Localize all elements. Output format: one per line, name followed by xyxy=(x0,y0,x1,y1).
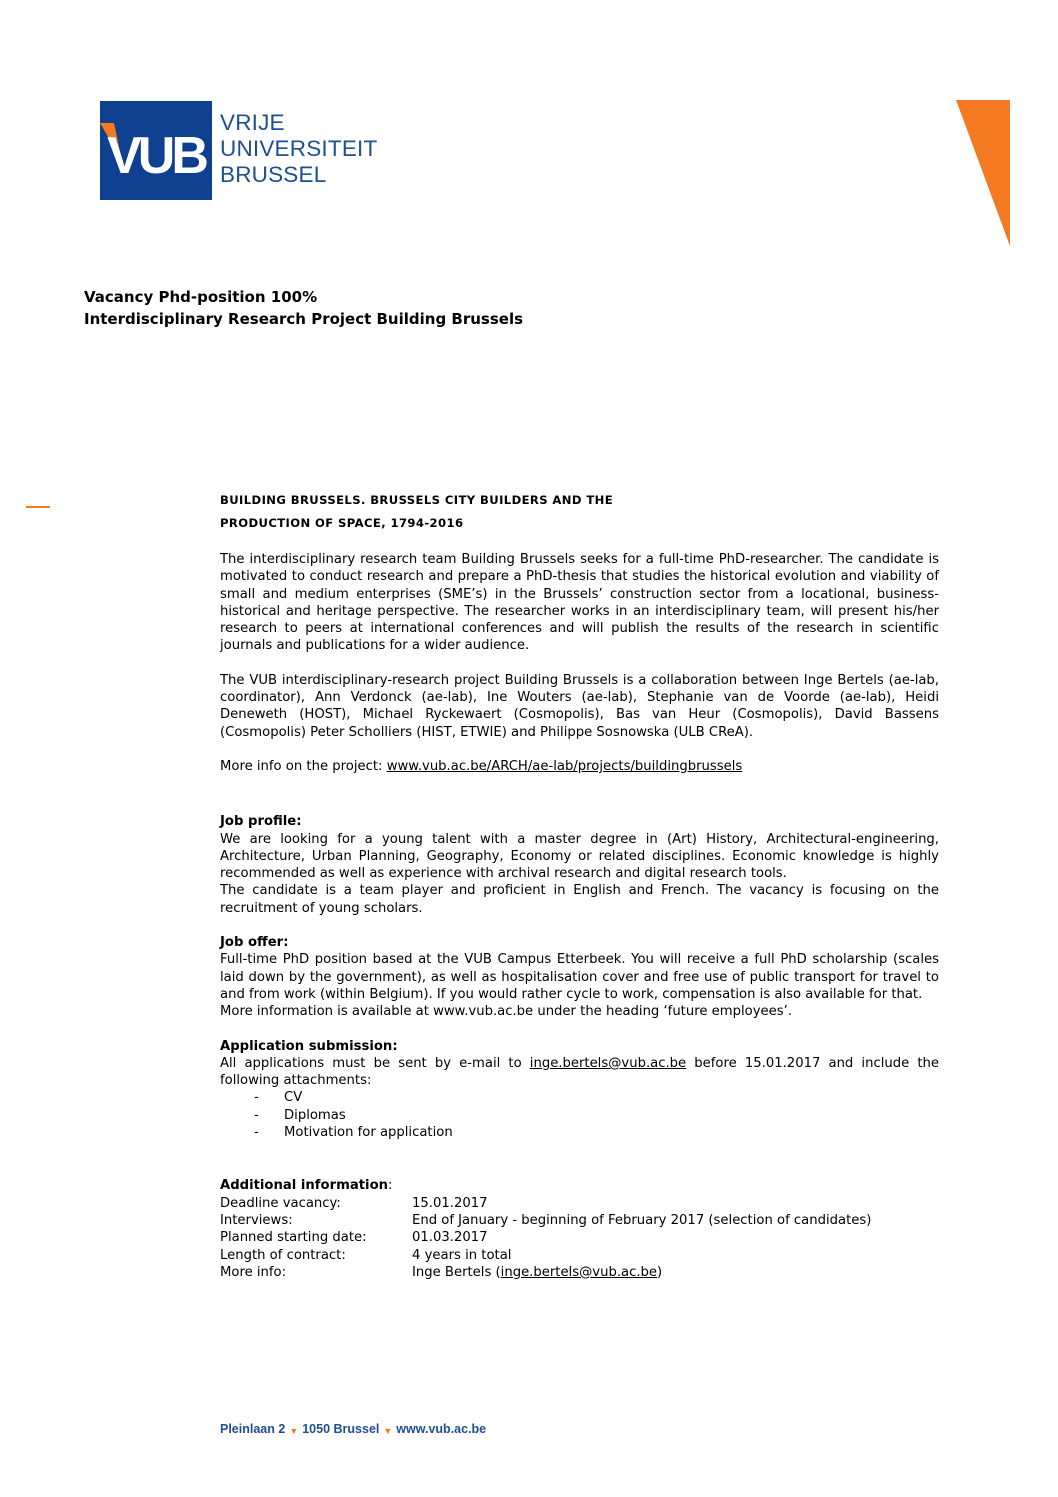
application-text-before: All applications must be sent by e-mail to xyxy=(220,1055,530,1071)
info-value: 01.03.2017 xyxy=(412,1230,488,1246)
job-offer-heading: Job offer: xyxy=(220,935,289,951)
application-email-link[interactable]: inge.bertels@vub.ac.be xyxy=(529,1055,687,1071)
additional-info-colon: : xyxy=(388,1178,393,1194)
university-name xyxy=(220,110,377,188)
corner-accent-triangle xyxy=(956,100,1010,246)
footer-address xyxy=(220,1422,486,1436)
title-line-2: Interdisciplinary Research Project Building Brussels xyxy=(84,310,524,328)
project-more-info-label: More info on the project: xyxy=(220,758,383,774)
footer-street: Pleinlaan 2 xyxy=(220,1422,286,1436)
university-name-line: UNIVERSITEIT xyxy=(220,136,378,161)
application-text-after: before 15.01.2017 and include the following attachments: xyxy=(220,1055,939,1089)
job-profile-paragraph: We are looking for a young talent with a master degree in (Art) History, Architectural-engineering, Architecture, Urban Planning, Geography, Economy or related disciplines. Economic knowledge is highly recommended as well as experience with archival research and digital research tools. xyxy=(220,831,939,882)
margin-accent-dash xyxy=(26,506,50,508)
info-value: 4 years in total xyxy=(412,1247,512,1263)
table-row xyxy=(220,1195,871,1212)
attachment-label: Motivation for application xyxy=(284,1125,453,1141)
attachment-label: Diplomas xyxy=(284,1107,346,1123)
attachments-list xyxy=(220,1089,939,1141)
application-heading: Application submission: xyxy=(220,1038,398,1054)
additional-info-table xyxy=(220,1195,871,1281)
table-row xyxy=(220,1229,871,1246)
vacancy-body xyxy=(220,551,939,1281)
application-paragraph xyxy=(220,1055,939,1090)
info-label: More info: xyxy=(220,1264,287,1280)
project-more-info xyxy=(220,758,939,775)
project-website-link[interactable]: www.vub.ac.be/ARCH/ae-lab/projects/buildingbrussels xyxy=(386,758,743,774)
list-item xyxy=(220,1107,939,1124)
info-label: Length of contract: xyxy=(220,1247,346,1263)
university-name-line: VRIJE xyxy=(220,110,285,135)
page-title xyxy=(84,286,523,330)
additional-info-heading-text: Additional information xyxy=(220,1178,389,1194)
contact-email-link[interactable]: inge.bertels@vub.ac.be xyxy=(500,1264,658,1280)
table-row xyxy=(220,1247,871,1264)
job-offer-paragraph-2: More information is available at www.vub.ac.be under the heading ‘future employees’. xyxy=(220,1004,792,1020)
list-bullet: - xyxy=(254,1125,259,1141)
list-item xyxy=(220,1089,939,1106)
list-item xyxy=(220,1124,939,1141)
info-label: Planned starting date: xyxy=(220,1230,367,1246)
job-offer-paragraph: Full-time PhD position based at the VUB Campus Etterbeek. You will receive a full PhD scholarship (scales laid down by the government), as well as hospitalisation cover and free use of public transport for travel to and from work (within Belgium). If you would rather cycle to work, compensation is also available for that. xyxy=(220,952,939,1002)
attachment-label: CV xyxy=(284,1090,303,1106)
footer-website-link[interactable]: www.vub.ac.be xyxy=(396,1422,487,1436)
contact-name: Inge Bertels ( xyxy=(412,1264,501,1280)
vub-logo xyxy=(100,101,212,200)
collaboration-paragraph: The VUB interdisciplinary-research project Building Brussels is a collaboration between Inge Bertels (ae-lab, coordinator), Ann Verdonck (ae-lab), Ine Wouters (ae-lab), Stephanie van de Voorde (ae-lab), Heidi Deneweth (HOST), Michael Ryckewaert (Cosmopolis), Bas van Heur (Cosmopolis), David Bassens (Cosmopolis) Peter Scholliers (HIST, ETWIE) and Philippe Sosnowska (ULB CReA). xyxy=(220,672,939,740)
info-label: Interviews: xyxy=(220,1212,293,1228)
list-bullet: - xyxy=(254,1107,259,1123)
job-profile-heading: Job profile: xyxy=(220,814,302,830)
logo-abbr: VUB xyxy=(107,127,205,185)
footer-city: 1050 Brussel xyxy=(302,1422,380,1436)
university-name-line: BRUSSEL xyxy=(220,162,327,187)
project-title-line-2: PRODUCTION OF SPACE, 1794-2016 xyxy=(220,516,464,530)
info-value: 15.01.2017 xyxy=(412,1195,488,1211)
project-title xyxy=(220,489,613,535)
job-profile-paragraph-2: The candidate is a team player and proficient in English and French. The vacancy is focusing on the recruitment of young scholars. xyxy=(220,883,939,916)
footer-separator-icon: ▼ xyxy=(289,1426,299,1436)
vub-logo-mark xyxy=(100,101,212,200)
intro-paragraph: The interdisciplinary research team Building Brussels seeks for a full-time PhD-researcher. The candidate is motivated to conduct research and prepare a PhD-thesis that studies the historical evolution and viability of small and medium enterprises (SME’s) in the Brussels’ construction sector from a locational, business-historical and heritage perspective. The researcher works in an interdisciplinary team, will present his/her research to peers at international conferences and will publish the results of the research in scientific journals and publications for a wider audience. xyxy=(220,552,939,654)
project-title-line-1: BUILDING BRUSSELS. BRUSSELS CITY BUILDERS AND THE xyxy=(220,493,614,507)
title-line-1: Vacancy Phd-position 100% xyxy=(84,288,318,306)
info-value: End of January - beginning of February 2017 (selection of candidates) xyxy=(412,1212,872,1228)
footer-separator-icon: ▼ xyxy=(383,1426,393,1436)
additional-info-heading xyxy=(220,1177,939,1194)
table-row xyxy=(220,1212,871,1229)
contact-close-paren: ) xyxy=(657,1264,663,1280)
table-row xyxy=(220,1264,871,1281)
list-bullet: - xyxy=(254,1090,259,1106)
info-label: Deadline vacancy: xyxy=(220,1195,341,1211)
info-value xyxy=(412,1264,871,1281)
